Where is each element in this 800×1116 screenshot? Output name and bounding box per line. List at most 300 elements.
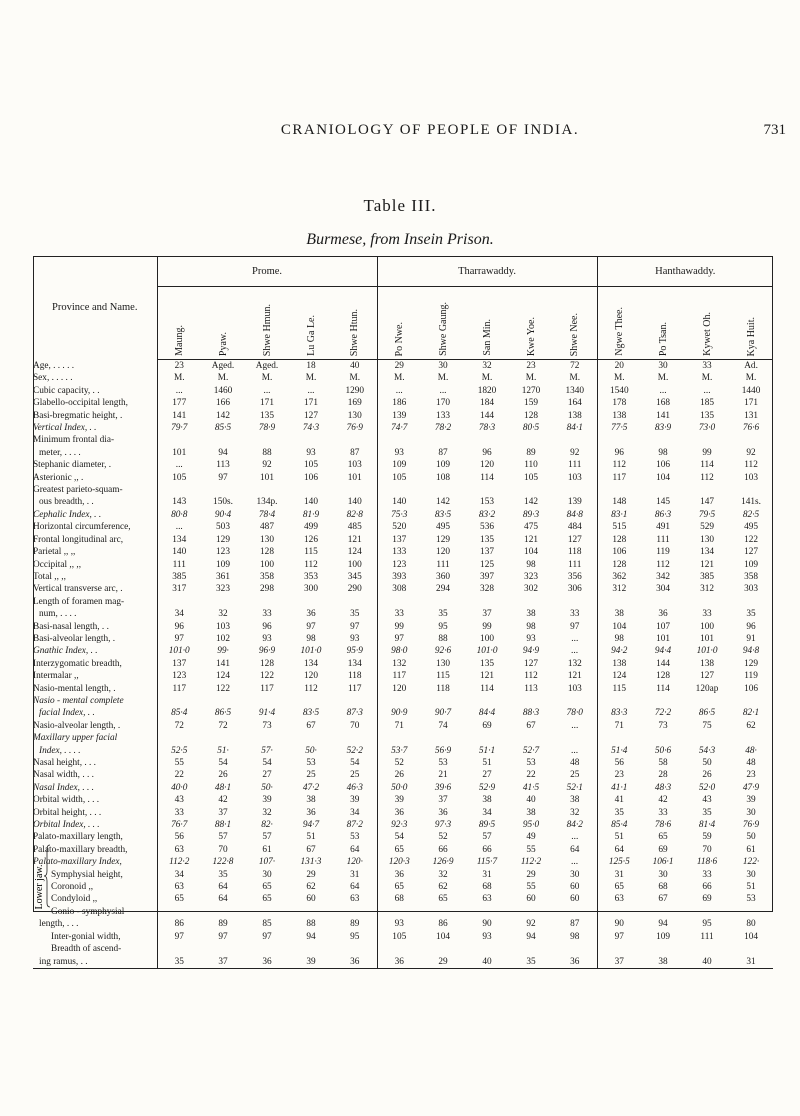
table-cell: 66 (482, 844, 492, 855)
table-cell: 342 (656, 571, 671, 582)
table-cell: 47·9 (742, 782, 760, 793)
table-cell: 57· (261, 745, 273, 756)
table-row (33, 906, 773, 918)
table-cell: ... (553, 720, 597, 732)
table-cell: 103 (553, 472, 597, 484)
table-cell: 80·5 (522, 423, 540, 434)
table-cell: 78·9 (258, 423, 276, 434)
table-cell: 65 (438, 894, 448, 905)
table-cell (729, 484, 773, 496)
table-cell: 70 (702, 844, 712, 855)
table-cell: 89 (218, 919, 228, 930)
table-cell: 126·9 (432, 857, 454, 868)
table-cell: 134 (304, 658, 318, 669)
table-cell: 73·0 (698, 423, 716, 434)
table-cell: 40 (482, 956, 492, 967)
table-cell: 32 (262, 807, 272, 818)
table-cell (377, 906, 421, 918)
table-row (33, 385, 773, 397)
table-cell: 52·2 (333, 745, 377, 757)
table-cell: 36 (306, 609, 316, 620)
table-cell: 36 (262, 956, 272, 967)
table-cell: 114 (656, 683, 670, 694)
table-cell: 127 (553, 534, 597, 546)
column-header-label: Po Tsan. (657, 321, 669, 356)
table-cell: 308 (392, 584, 407, 595)
table-row (33, 596, 773, 608)
table-cell: 485 (333, 521, 377, 533)
table-cell: 133 (392, 547, 407, 558)
table-cell: 93 (262, 633, 272, 644)
table-cell: 64 (553, 844, 597, 856)
table-cell: 43 (702, 795, 712, 806)
table-cell: 38 (526, 609, 536, 620)
table-row (33, 496, 773, 508)
row-label: Intermalar ,, (33, 670, 157, 682)
group-header-tharrawaddy: Tharrawaddy. (377, 256, 597, 287)
table-cell: 37 (218, 807, 228, 818)
table-cell: 53·7 (391, 745, 408, 756)
table-cell: 101·0 (696, 646, 718, 657)
table-cell: 90·7 (434, 708, 452, 719)
table-cell: 54 (218, 758, 228, 768)
column-header (421, 287, 465, 360)
table-cell: 86 (174, 919, 184, 930)
row-label: Gnathic Index, . . (33, 645, 157, 657)
table-cell: 65 (394, 882, 404, 893)
table-cell: 92 (553, 447, 597, 459)
measurements-table (33, 256, 773, 967)
table-cell: 89 (333, 918, 377, 930)
table-cell: 50 (702, 758, 712, 768)
table-cell (201, 596, 245, 608)
table-cell: 127 (524, 658, 538, 669)
table-cell: 60 (306, 894, 316, 905)
table-cell: 109 (744, 559, 759, 570)
table-cell: 159 (524, 398, 538, 409)
table-cell: 70 (218, 844, 228, 855)
table-cell: 121 (333, 534, 377, 546)
table-cell (201, 695, 245, 707)
table-cell: 122·8 (212, 857, 234, 868)
table-row (33, 683, 773, 695)
table-cell: 87·3 (333, 707, 377, 719)
table-cell: 79·5 (698, 509, 716, 520)
table-cell (421, 732, 465, 744)
table-cell: 111 (553, 559, 597, 571)
table-cell (245, 484, 289, 496)
table-cell: 30 (658, 869, 668, 880)
table-cell: 37 (438, 795, 448, 806)
table-cell: 41 (614, 795, 624, 806)
table-cell: 536 (480, 522, 494, 533)
table-row (33, 918, 773, 930)
table-cell (333, 732, 377, 744)
table-cell: M. (173, 373, 185, 384)
table-cell: 62 (306, 882, 316, 893)
table-cell (641, 695, 685, 707)
table-cell: 358 (260, 571, 274, 582)
table-cell (597, 906, 641, 918)
table-cell: 126 (304, 534, 318, 545)
table-cell: 356 (553, 571, 597, 583)
row-label: Nasio-mental length, . (33, 683, 157, 695)
table-cell: 22 (526, 770, 536, 781)
table-row (33, 422, 773, 434)
table-cell (729, 695, 773, 707)
table-cell: 64 (614, 844, 624, 855)
table-cell: 33 (658, 807, 668, 818)
table-cell: 111 (700, 931, 714, 942)
table-cell: 105 (304, 460, 318, 471)
table-cell: 69 (482, 720, 492, 731)
table-cell: 41·1 (611, 782, 628, 793)
table-row (33, 459, 773, 471)
running-header (74, 122, 786, 144)
table-cell: M. (305, 373, 317, 384)
table-row (33, 819, 773, 831)
table-cell: M. (657, 373, 669, 384)
row-label: Basi-nasal length, . . (33, 621, 157, 633)
table-cell: 29 (394, 361, 404, 371)
table-cell: 26 (394, 770, 404, 781)
column-header-label: Kywet Oh. (701, 312, 713, 356)
table-cell: 89 (526, 447, 536, 458)
table-cell: 153 (480, 497, 494, 508)
table-cell: 112·2 (169, 857, 190, 868)
table-cell: 42 (658, 795, 668, 806)
table-cell: 69 (702, 894, 712, 905)
table-cell: 33 (702, 361, 712, 371)
table-cell (685, 434, 729, 446)
table-cell: 133 (436, 410, 450, 421)
table-cell: 109 (436, 460, 450, 471)
table-cell: 99 (394, 621, 404, 632)
table-row (33, 583, 773, 595)
column-header-label: Kya Huit. (745, 316, 757, 356)
table-cell: 97 (394, 633, 404, 644)
row-label: Nasal width, . . . (33, 769, 157, 781)
table-cell: 358 (744, 571, 759, 582)
table-cell: 94 (658, 919, 668, 930)
table-cell: 22 (174, 770, 184, 781)
table-cell (729, 943, 773, 955)
table-cell: 529 (700, 522, 715, 533)
table-cell: 83·5 (434, 509, 452, 520)
table-cell: 36 (394, 807, 404, 818)
table-cell: 46·3 (333, 782, 377, 794)
table-cell: 177 (172, 398, 187, 409)
table-cell: 49 (526, 832, 536, 843)
table-cell: 142 (436, 497, 450, 508)
table-cell (553, 596, 597, 608)
table-cell: 128 (260, 658, 274, 669)
table-cell: ... (175, 522, 183, 533)
table-cell: 385 (172, 571, 187, 582)
table-cell: 71 (394, 720, 404, 731)
table-cell: 119 (744, 671, 758, 682)
table-cell (377, 596, 421, 608)
table-cell: 48·3 (654, 782, 672, 793)
table-cell: 111 (436, 559, 450, 570)
table-cell: 111 (172, 559, 186, 570)
table-cell: 52 (438, 832, 448, 843)
table-cell: 84·1 (553, 422, 597, 434)
province-name-header: Province and Name. (33, 256, 157, 360)
table-cell: 64 (218, 894, 228, 905)
table-cell: 83·2 (478, 509, 496, 520)
table-cell: 35 (746, 609, 756, 620)
table-cell: 72 (218, 720, 228, 731)
table-cell: 97 (553, 621, 597, 633)
table-cell: 169 (333, 397, 377, 409)
table-cell: 83·9 (654, 423, 672, 434)
table-row (33, 943, 773, 955)
table-cell: 85·5 (214, 423, 232, 434)
table-cell: 106 (744, 683, 759, 694)
table-cell: 26 (702, 770, 712, 781)
table-cell: 90·4 (214, 509, 232, 520)
table-cell: 96 (746, 621, 756, 632)
table-cell: 107· (258, 857, 276, 868)
table-cell: 132 (553, 658, 597, 670)
table-cell: 93 (306, 447, 316, 458)
table-cell: 40 (526, 795, 536, 806)
table-cell: 74 (438, 720, 448, 731)
table-cell: ... (307, 385, 315, 396)
table-cell (201, 906, 245, 918)
table-cell: 30 (746, 807, 756, 818)
table-cell: 385 (700, 571, 715, 582)
table-cell: 93 (394, 447, 404, 458)
table-cell: 110 (524, 460, 538, 471)
table-cell: M. (393, 373, 405, 384)
table-cell: 115 (304, 547, 318, 558)
table-cell: 18 (306, 361, 316, 371)
row-label: Frontal longitudinal arc, (33, 534, 157, 546)
table-cell: 94·9 (522, 646, 540, 657)
table-cell: 63 (174, 882, 184, 893)
table-cell: M. (217, 373, 229, 384)
table-cell: 81·9 (302, 509, 320, 520)
table-cell: 32 (482, 361, 492, 371)
table-cell: 52·7 (522, 745, 540, 756)
table-cell: 31 (614, 869, 624, 880)
table-cell: 106·1 (652, 857, 674, 868)
table-cell: 120 (436, 547, 450, 558)
table-cell: 124 (612, 671, 627, 682)
table-row (33, 782, 773, 794)
row-label: Orbital height, . . . (33, 807, 157, 819)
table-row (33, 881, 773, 893)
table-cell: 68 (482, 882, 492, 893)
table-cell: 34 (174, 869, 184, 880)
table-cell: 98 (614, 633, 624, 644)
table-row (33, 956, 773, 969)
table-cell: 67 (306, 844, 316, 855)
table-cell: 101·0 (300, 646, 322, 657)
table-cell: 35 (174, 956, 184, 967)
table-cell: 73 (262, 720, 272, 731)
table-cell: 63 (482, 894, 492, 905)
table-row (33, 534, 773, 546)
table-cell: 106 (612, 547, 627, 558)
table-cell: 92 (262, 460, 272, 471)
row-label: Nasal height, . . . (33, 757, 157, 769)
table-cell: 74·3 (302, 423, 320, 434)
table-cell: 60 (553, 881, 597, 893)
table-cell: 72 (553, 360, 597, 373)
table-cell: 33 (702, 869, 712, 880)
table-row (33, 509, 773, 521)
table-cell: 185 (700, 398, 715, 409)
table-row (33, 434, 773, 446)
table-cell (729, 906, 773, 918)
table-cell: 36 (438, 807, 448, 818)
table-cell: 61 (262, 844, 272, 855)
table-cell: 32 (218, 609, 228, 620)
table-cell: 69 (658, 844, 668, 855)
table-cell: 64 (218, 882, 228, 893)
table-cell: 50· (305, 745, 317, 756)
column-header (729, 287, 773, 360)
table-cell (465, 906, 509, 918)
column-header-label: San Min. (481, 319, 493, 356)
table-cell: 112 (656, 559, 670, 570)
table-cell: 86·3 (654, 509, 672, 520)
table-cell: 85·4 (171, 708, 188, 719)
table-cell: 140 (392, 497, 407, 508)
table-cell (289, 943, 333, 955)
table-cell (685, 732, 729, 744)
table-cell: 112 (304, 559, 318, 570)
table-cell: 140 (304, 497, 318, 508)
table-cell: 92·6 (434, 646, 452, 657)
table-cell: 95 (702, 919, 712, 930)
table-cell: 52·1 (553, 782, 597, 794)
table-cell: 94 (218, 447, 228, 458)
table-cell: 78·2 (434, 423, 452, 434)
table-cell: 138 (612, 658, 627, 669)
table-cell: 51·4 (611, 745, 628, 756)
table-cell: ... (175, 385, 183, 396)
row-label: Inter-gonial width, (33, 931, 157, 943)
table-cell: 30 (746, 869, 756, 880)
table-cell: 27 (262, 770, 272, 781)
table-cell: 86·5 (698, 708, 716, 719)
table-cell: 141 (172, 410, 187, 421)
row-label: Breadth of ascend- (33, 943, 157, 955)
table-cell: 144 (480, 410, 494, 421)
table-cell: 312 (700, 584, 715, 595)
table-cell: 57 (482, 832, 492, 843)
table-cell: 41·5 (522, 782, 540, 793)
table-cell: 84·2 (553, 819, 597, 831)
table-cell: 26 (218, 770, 228, 781)
row-label: Cubic capacity, . . (33, 385, 157, 397)
table-cell: 137 (480, 547, 494, 558)
table-cell: 499 (304, 522, 318, 533)
table-cell: 23 (746, 770, 756, 781)
table-cell: 166 (216, 398, 230, 409)
table-cell: 520 (392, 522, 407, 533)
table-cell (377, 943, 421, 955)
table-cell: 100 (700, 621, 715, 632)
table-cell (553, 732, 597, 744)
table-row (33, 670, 773, 682)
table-cell: 92·3 (391, 820, 408, 831)
row-label: Palato-maxillary Index, (33, 856, 157, 868)
table-cell: 36 (553, 956, 597, 969)
table-row (33, 707, 773, 719)
table-cell: 65 (658, 832, 668, 843)
table-cell: ... (553, 856, 597, 868)
table-cell: 135 (700, 410, 715, 421)
table-cell: 52·9 (478, 782, 496, 793)
table-cell: 114 (700, 460, 714, 471)
table-cell: 99 (702, 447, 712, 458)
table-cell (685, 484, 729, 496)
table-cell: 38 (658, 956, 668, 967)
table-cell: 114 (480, 472, 494, 483)
table-row (33, 745, 773, 757)
table-cell: 54 (394, 832, 404, 843)
table-cell: 34 (333, 807, 377, 819)
table-row (33, 769, 773, 781)
table-cell: 67 (658, 894, 668, 905)
table-cell: 120 (304, 671, 318, 682)
table-cell (641, 943, 685, 955)
table-cell: 105 (392, 472, 407, 483)
table-cell: 117 (172, 683, 187, 694)
table-cell: 127 (304, 410, 318, 421)
table-cell: 68 (394, 894, 404, 905)
table-cell: 171 (304, 398, 318, 409)
table-cell: 54 (262, 758, 272, 768)
table-cell: 33 (174, 807, 184, 818)
row-label: Length of foramen mag- (33, 596, 157, 608)
table-cell: 120·3 (388, 857, 410, 868)
table-row (33, 695, 773, 707)
table-row (33, 571, 773, 583)
table-cell: Ad. (744, 361, 758, 371)
table-cell: 84·8 (553, 509, 597, 521)
table-cell: 134p. (256, 497, 278, 508)
table-cell: 125·5 (608, 857, 630, 868)
table-cell: 31 (333, 869, 377, 881)
table-cell: 112 (524, 671, 538, 682)
table-cell (597, 732, 641, 744)
table-cell (597, 695, 641, 707)
table-cell: 112·2 (520, 857, 542, 868)
table-cell: 57 (262, 832, 272, 843)
table-cell: 147 (700, 497, 715, 508)
table-cell: 65 (262, 882, 272, 893)
table-cell: 323 (524, 571, 538, 582)
table-cell: 59 (702, 832, 712, 843)
table-cell: 72·2 (654, 708, 672, 719)
table-cell: 105 (524, 472, 538, 483)
table-cell (421, 943, 465, 955)
table-cell: 87·2 (333, 819, 377, 831)
table-cell: 109 (392, 460, 407, 471)
table-cell: 51 (482, 758, 492, 768)
table-cell: 100 (260, 559, 274, 570)
table-cell (421, 484, 465, 496)
table-cell: 78·4 (258, 509, 276, 520)
table-cell (641, 484, 685, 496)
table-cell: 39 (394, 795, 404, 806)
